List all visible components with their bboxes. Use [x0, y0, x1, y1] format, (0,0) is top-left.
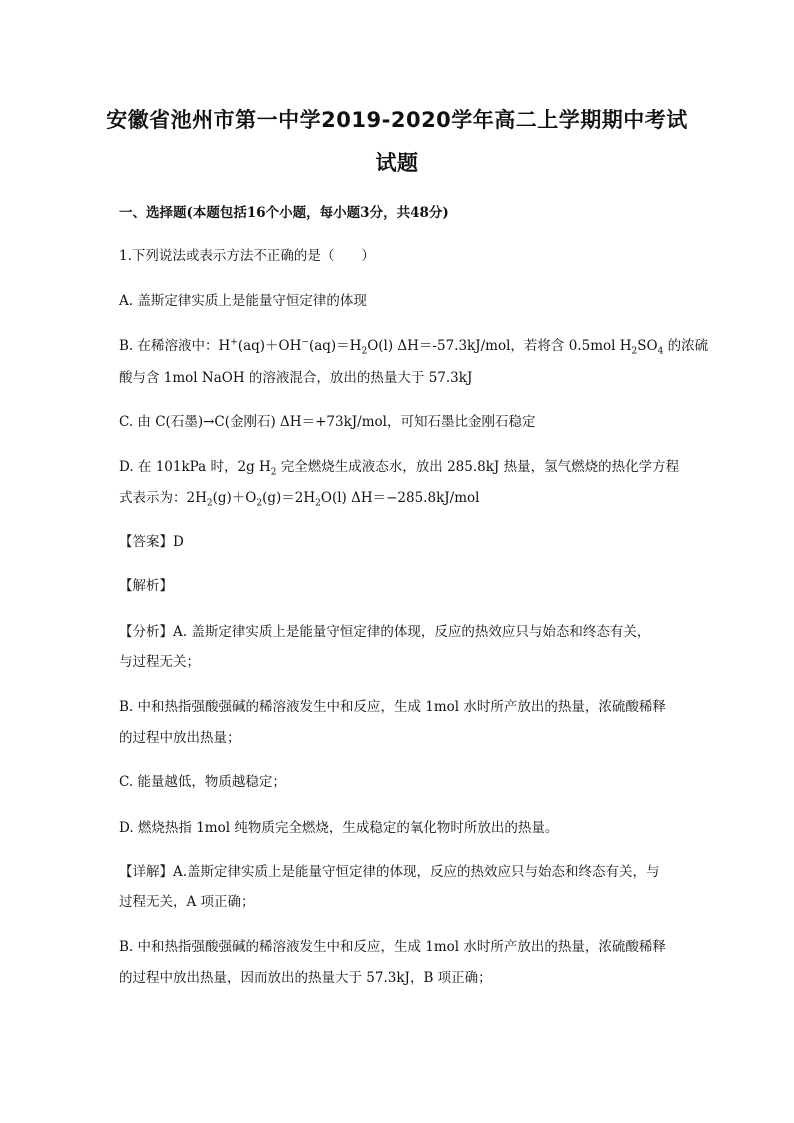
- answer: 【答案】D: [119, 534, 184, 550]
- details-a-line2: 过程无关，A 项正确；: [119, 894, 255, 910]
- details-b-line1: B. 中和热指强酸强碱的稀溶液发生中和反应，生成 1mol 水时所产放出的热量，浓硫酸稀释: [119, 939, 666, 955]
- details-b-line2: 的过程中放出热量，因而放出的热量大于 57.3kJ，B 项正确；: [119, 970, 492, 986]
- analysis-a-line2: 与过程无关；: [119, 654, 200, 670]
- option-b-line2: 酸与含 1mol NaOH 的溶液混合，放出的热量大于 57.3kJ: [119, 370, 473, 386]
- analysis-header: 【解析】: [119, 578, 173, 594]
- option-d-line2: 式表示为：$2H_2(g)+O_2(g)=2H_2O(l)$ ΔH＝−285.8kJ/mol: [119, 490, 480, 509]
- document-title-line2: 试题: [375, 151, 419, 175]
- document-title-line1: 安徽省池州市第一中学2019-2020学年高二上学期期中考试: [106, 108, 688, 132]
- analysis-b-line2: 的过程中放出热量；: [119, 730, 241, 746]
- option-a: A. 盖斯定律实质上是能量守恒定律的体现: [119, 293, 367, 309]
- analysis-c: C. 能量越低，物质越稳定；: [119, 774, 286, 790]
- option-d-line1: D. 在 101kPa 时，2g $H_2$ 完全燃烧生成液态水，放出 285.8kJ 热量，氢气燃烧的热化学方程: [119, 459, 680, 478]
- option-c: C. 由 C(石墨)→C(金刚石) ΔH＝+73kJ/mol，可知石墨比金刚石稳定: [119, 414, 536, 430]
- analysis-d: D. 燃烧热指 1mol 纯物质完全燃烧，生成稳定的氧化物时所放出的热量。: [119, 820, 559, 836]
- question-stem: 1.下列说法或表示方法不正确的是（ ）: [119, 248, 375, 264]
- analysis-a-line1: 【分析】A. 盖斯定律实质上是能量守恒定律的体现，反应的热效应只与始态和终态有关，: [119, 624, 651, 640]
- section-header: 一、选择题(本题包括16个小题，每小题3分，共48分): [119, 205, 449, 221]
- option-b-line1: B. 在稀溶液中：$H^+(aq)+OH^-(aq)=H_2O(l)$ ΔH＝-57.3kJ/mol，若将含 0.5mol $H_2SO_4$ 的浓硫: [119, 337, 709, 357]
- details-a-line1: 【详解】A.盖斯定律实质上是能量守恒定律的体现，反应的热效应只与始态和终态有关，与: [119, 864, 660, 880]
- analysis-b-line1: B. 中和热指强酸强碱的稀溶液发生中和反应，生成 1mol 水时所产放出的热量，浓硫酸稀释: [119, 699, 666, 715]
